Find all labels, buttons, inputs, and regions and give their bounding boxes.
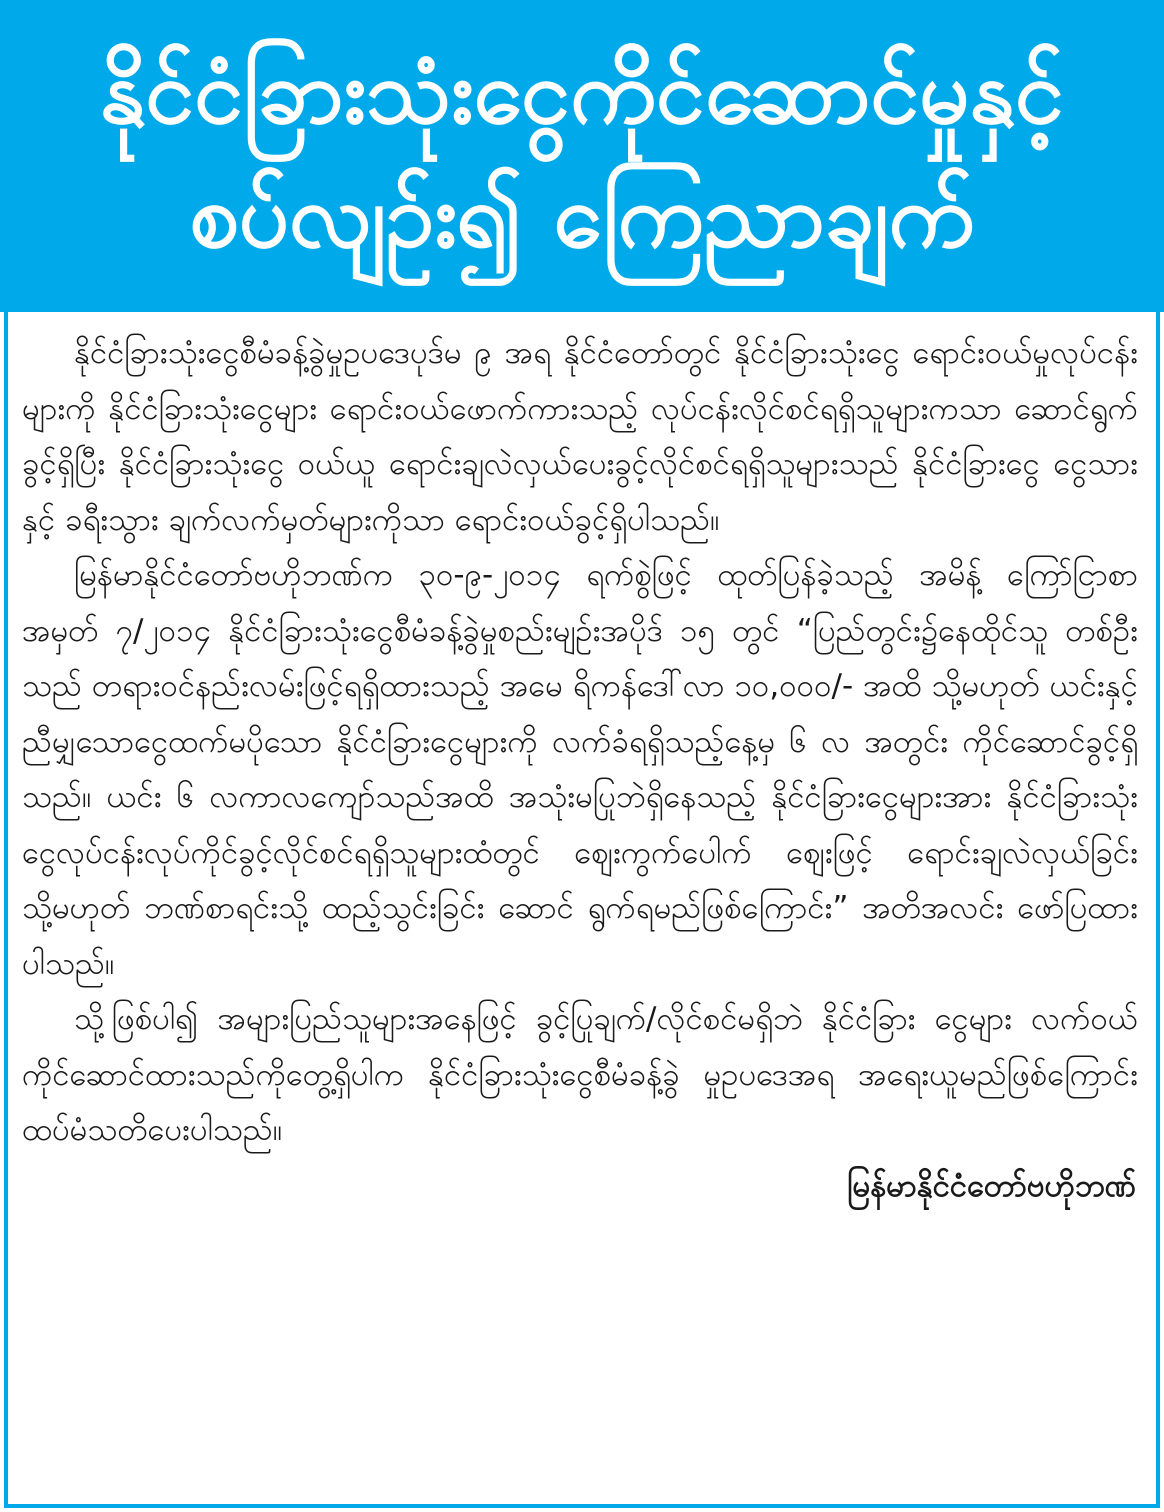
issuer-signature: မြန်မာနိုင်ငံတော်ဗဟိုဘဏ် [847,1167,1136,1204]
announcement-title-line-1: နိုင်ငံခြားသုံးငွေကိုင်ဆောင်မှုနှင့် [100,40,1064,143]
paragraph-3: သို့ဖြစ်ပါ၍ အများပြည်သူများအနေဖြင့် ခွင့်ပြုချက်/လိုင်စင်မရှိဘဲ နိုင်ငံခြား ငွေများ လက်ဝယ်ကိုင်ဆောင်ထားသည်ကိုတွေ့ရှိပါက နိုင်ငံခြားသုံးငွေစီမံခန့်ခွဲ မှုဥပဒေအရ အရေးယူမည်ဖြစ်ကြောင်း ထပ်မံသတိပေးပါသည်။ [22,1001,1138,1148]
announcement-title-line-2: စပ်လျဉ်း၍ ကြေညာချက် [189,164,975,267]
announcement-header [0,0,1164,312]
announcement-body [4,312,1160,1508]
paragraph-1: နိုင်ငံခြားသုံးငွေစီမံခန့်ခွဲမှုဥပဒေပုဒ်မ ၉ အရ နိုင်ငံတော်တွင် နိုင်ငံခြားသုံးငွေ ရောင်းဝယ်မှုလုပ်ငန်းများကို နိုင်ငံခြားသုံးငွေများ ရောင်းဝယ်ဖောက်ကားသည့် လုပ်ငန်းလိုင်စင်ရရှိသူများကသာ ဆောင်ရွက်ခွင့်ရှိပြီး နိုင်ငံခြားသုံးငွေ ဝယ်ယူ ရောင်းချလဲလှယ်ပေးခွင့်လိုင်စင်ရရှိသူများသည် နိုင်ငံခြားငွေ ငွေသားနှင့် ခရီးသွား ချက်လက်မှတ်များကိုသာ ရောင်းဝယ်ခွင့်ရှိပါသည်။ [22,335,1138,538]
paragraph-2: မြန်မာနိုင်ငံတော်ဗဟိုဘဏ်က ၃၀-၉-၂၀၁၄ ရက်စွဲဖြင့် ထုတ်ပြန်ခဲ့သည့် အမိန့် ကြော်ငြာစာ အမှတ် ၇/၂၀၁၄ နိုင်ငံခြားသုံးငွေစီမံခန့်ခွဲမှုစည်းမျဉ်းအပိုဒ် ၁၅ တွင် “ပြည်တွင်း၌နေထိုင်သူ တစ်ဦးသည် တရားဝင်နည်းလမ်းဖြင့်ရရှိထားသည့် အမေ ရိကန်ဒေါ်လာ ၁၀,၀၀၀/- အထိ သို့မဟုတ် ယင်းနှင့်ညီမျှသောငွေထက်မပိုသော နိုင်ငံခြားငွေများကို လက်ခံရရှိသည့်နေ့မှ ၆ လ အတွင်း ကိုင်ဆောင်ခွင့်ရှိသည်။ ယင်း ၆ လကာလကျော်သည်အထိ အသုံးမပြုဘဲရှိနေသည့် နိုင်ငံခြားငွေများအား နိုင်ငံခြားသုံးငွေလုပ်ငန်းလုပ်ကိုင်ခွင့်လိုင်စင်ရရှိသူများထံတွင် ဈေးကွက်ပေါက် ဈေးဖြင့် ရောင်းချလဲလှယ်ခြင်း သို့မဟုတ် ဘဏ်စာရင်းသို့ ထည့်သွင်းခြင်း ဆောင် ရွက်ရမည်ဖြစ်ကြောင်း” အတိအလင်း ဖော်ပြထားပါသည်။ [22,557,1138,982]
announcement-text [22,326,1138,1159]
